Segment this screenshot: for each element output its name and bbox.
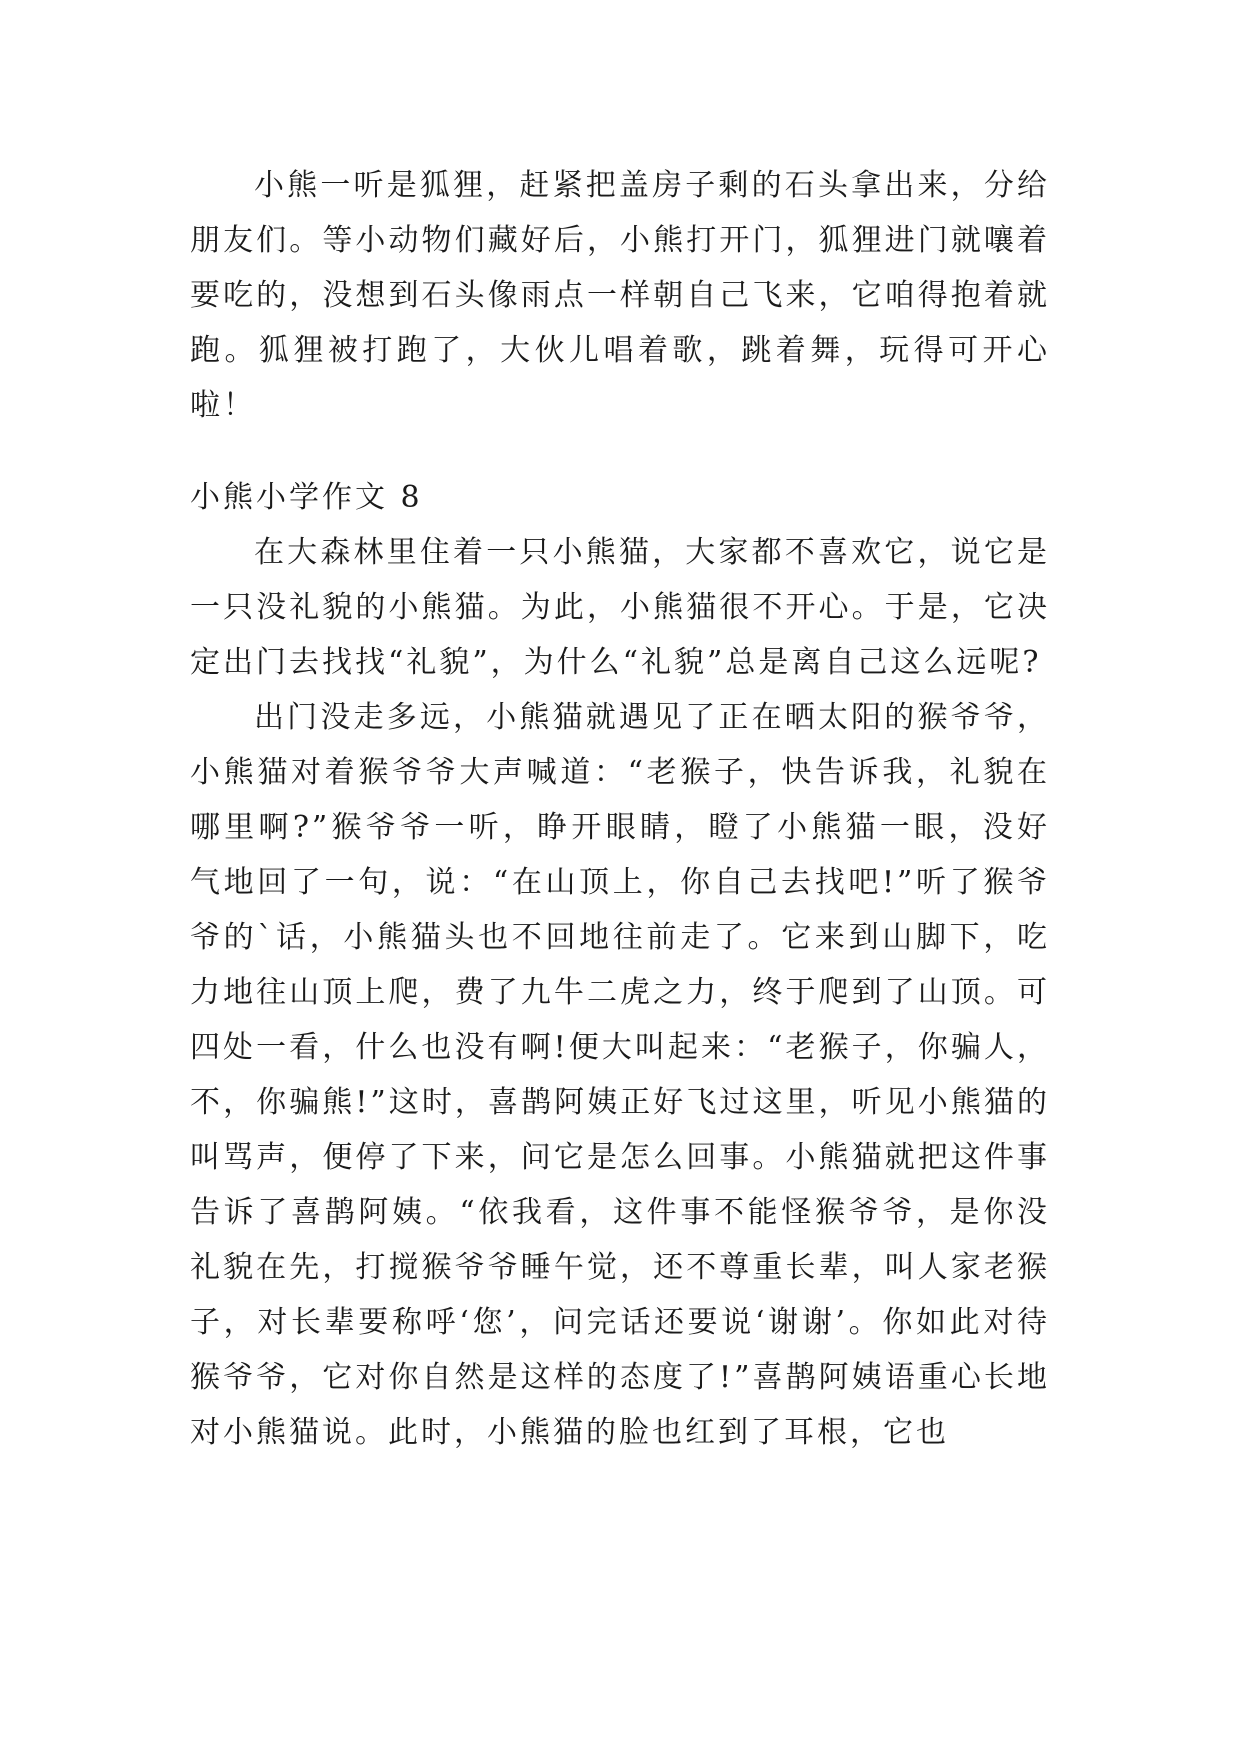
paragraph-panda-journey: 出门没走多远，小熊猫就遇见了正在晒太阳的猴爷爷，小熊猫对着猴爷爷大声喊道：“老猴子，快告诉我，礼貌在哪里啊?”猴爷爷一听，睁开眼睛，瞪了小熊猫一眼，没好气地回了一句，说：“在山顶上，你自己去找吧!”听了猴爷爷的`话，小熊猫头也不回地往前走了。它来到山脚下，吃力地往山顶上爬，费了九牛二虎之力，终于爬到了山顶。可四处一看，什么也没有啊!便大叫起来：“老猴子，你骗人，不，你骗熊!”这时，喜鹊阿姨正好飞过这里，听见小熊猫的叫骂声，便停了下来，问它是怎么回事。小熊猫就把这件事告诉了喜鹊阿姨。“依我看，这件事不能怪猴爷爷，是你没礼貌在先，打搅猴爷爷睡午觉，还不尊重长辈，叫人家老猴子，对长辈要称呼‘您’，问完话还要说‘谢谢’。你如此对待猴爷爷，它对你自然是这样的态度了!”喜鹊阿姨语重心长地对小熊猫说。此时，小熊猫的脸也红到了耳根，它也 <box>190 700 1050 1450</box>
paragraph-panda-intro: 在大森林里住着一只小熊猫，大家都不喜欢它，说它是一只没礼貌的小熊猫。为此，小熊猫很不开心。于是，它决定出门去找找“礼貌”，为什么“礼貌”总是离自己这么远呢? <box>190 535 1050 680</box>
essay-heading: 小熊小学作文 8 <box>190 480 423 515</box>
paragraph-fox-story-ending: 小熊一听是狐狸，赶紧把盖房子剩的石头拿出来，分给朋友们。等小动物们藏好后，小熊打开门，狐狸进门就嚷着要吃的，没想到石头像雨点一样朝自己飞来，它咱得抱着就跑。狐狸被打跑了，大伙儿唱着歌，跳着舞，玩得可开心啦！ <box>190 168 1050 423</box>
document-body <box>190 158 1050 1460</box>
